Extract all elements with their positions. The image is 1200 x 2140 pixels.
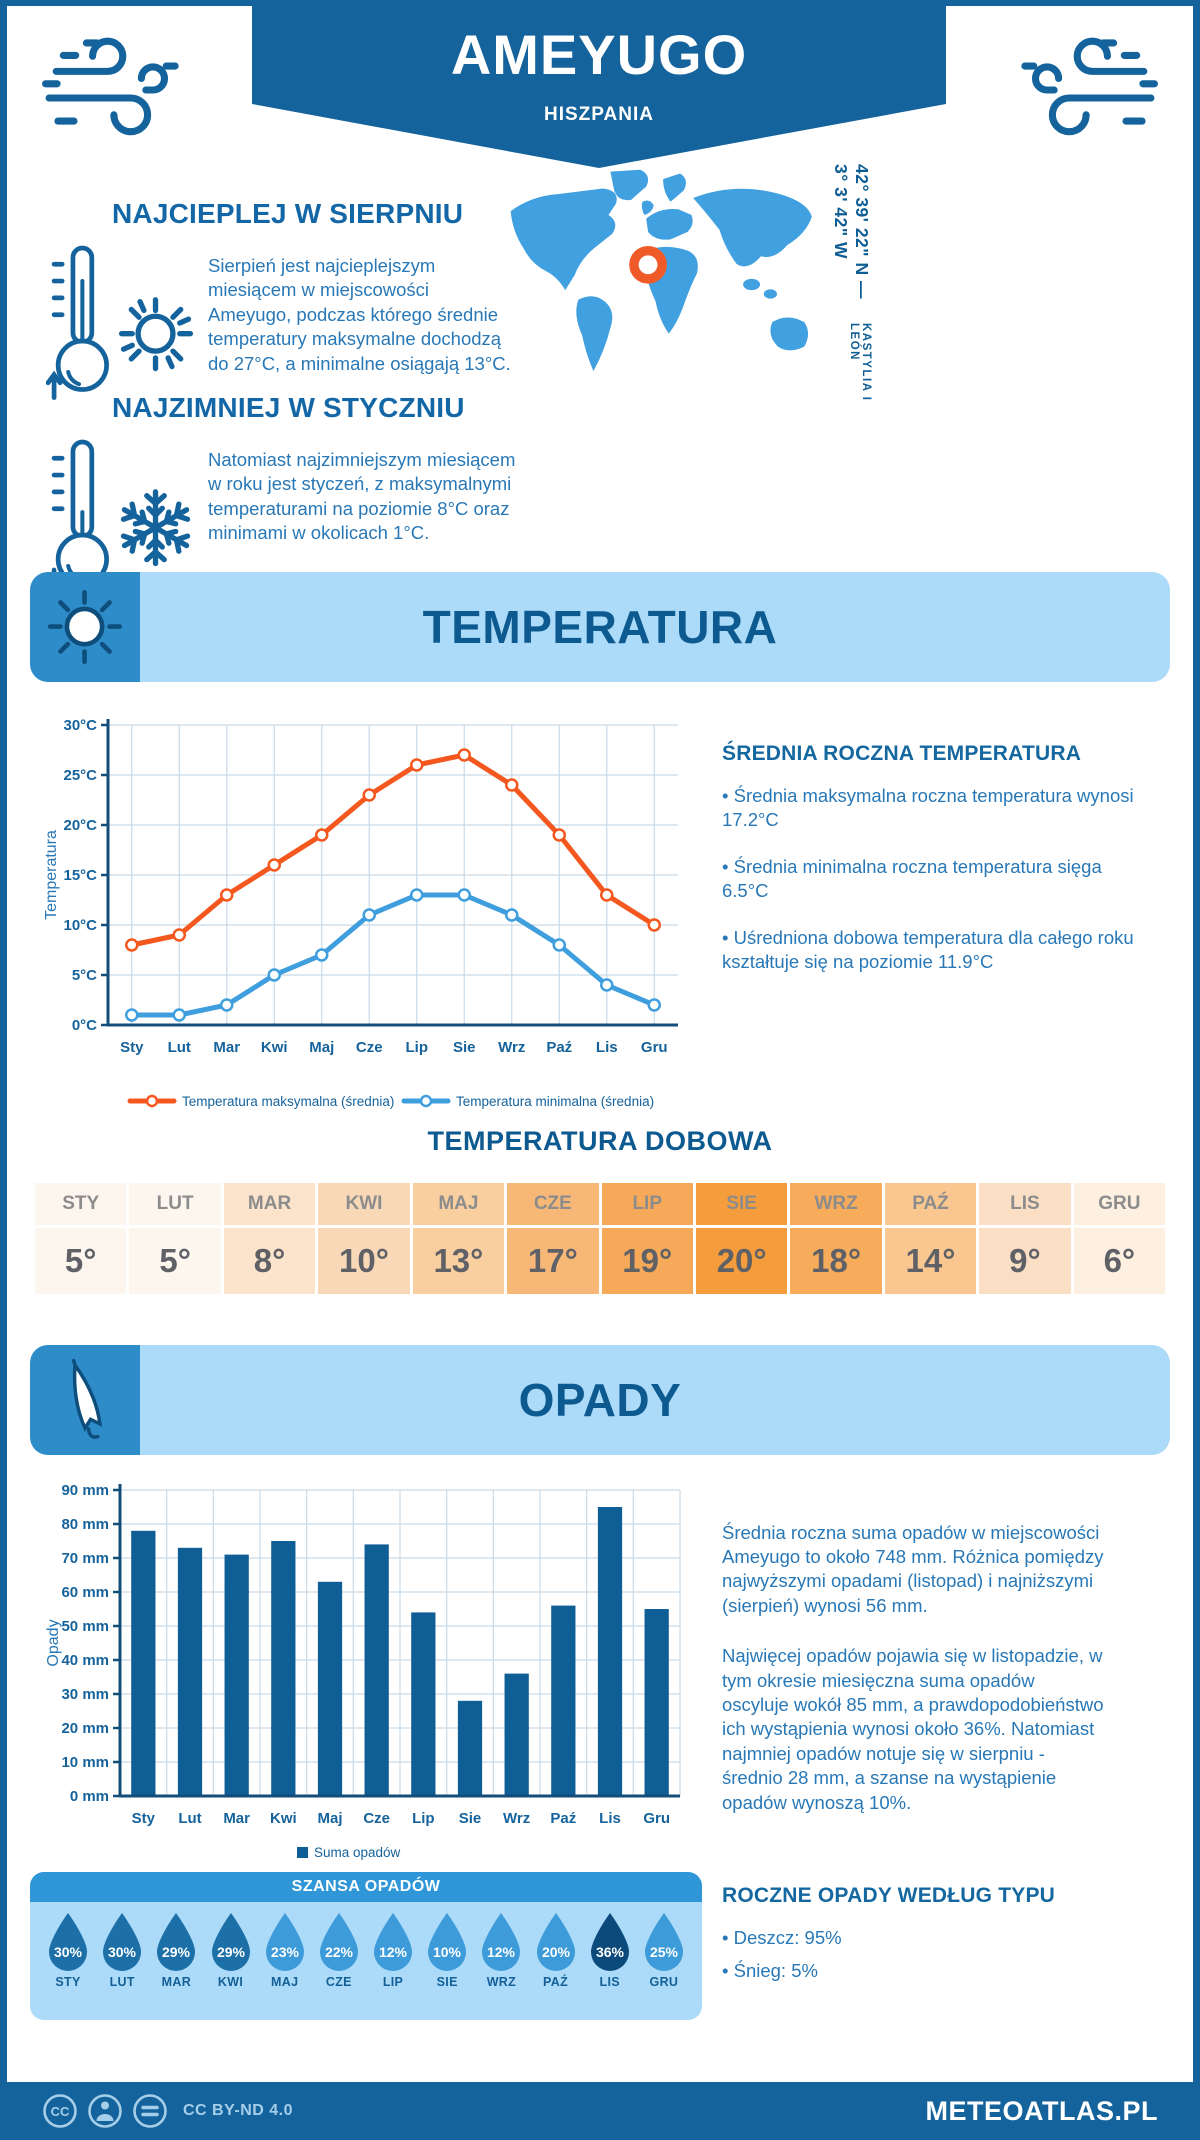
rain-chance-month-label: MAR bbox=[161, 1975, 192, 1989]
daily-temperature-column bbox=[602, 1183, 693, 1294]
wind-icon bbox=[42, 26, 184, 154]
warmest-month-block bbox=[46, 198, 516, 402]
daily-temperature-value: 5° bbox=[35, 1228, 126, 1294]
svg-text:50 mm: 50 mm bbox=[61, 1618, 109, 1635]
svg-text:Lip: Lip bbox=[412, 1810, 435, 1827]
coldest-month-text: Natomiast najzimniejszym miesiącem w roku jest styczeń, z maksymalnymi temperaturami na poziomie 8°C oraz minimami w okolicach 1°C. bbox=[208, 449, 516, 544]
warmest-month-title: NAJCIEPLEJ W SIERPNIU bbox=[112, 198, 464, 229]
rain-chance-month-label: SIE bbox=[436, 1975, 458, 1989]
daily-temperature-value: 17° bbox=[507, 1228, 598, 1294]
daily-temperature-value: 9° bbox=[979, 1228, 1070, 1294]
raindrop-icon bbox=[369, 1910, 417, 1972]
daily-month-label: LIP bbox=[602, 1183, 693, 1225]
svg-text:Lis: Lis bbox=[595, 1039, 618, 1056]
svg-text:25%: 25% bbox=[649, 1944, 678, 1960]
raindrop-icon bbox=[640, 1910, 688, 1972]
daily-temperature-value: 18° bbox=[790, 1228, 881, 1294]
rain-chance-month-label: LIP bbox=[382, 1975, 404, 1989]
rain-chance-item bbox=[151, 1910, 201, 1989]
raindrop-icon bbox=[532, 1910, 580, 1972]
rain-chance-month-label: PAŹ bbox=[543, 1975, 569, 1989]
svg-text:Sty: Sty bbox=[131, 1810, 156, 1827]
wind-icon bbox=[1016, 26, 1158, 154]
precipitation-paragraph: Najwięcej opadów pojawia się w listopadzie, w tym okresie miesięczna suma opadów oscyluje wokół 85 mm, a prawdopodobieństwo ich wystąpienia wynosi około 36%. Natomiast najmniej opadów notuje się w sierpniu - średnio 28 mm, a szanse na wystąpienie opadów wynoszą 10%. bbox=[722, 1645, 1104, 1813]
daily-month-label: LUT bbox=[129, 1183, 220, 1225]
daily-temperature-column bbox=[507, 1183, 598, 1294]
daily-month-label: CZE bbox=[507, 1183, 598, 1225]
annual-temperature-block bbox=[722, 742, 1152, 996]
svg-text:Lut: Lut bbox=[167, 1039, 191, 1056]
rain-chance-item bbox=[43, 1910, 93, 1989]
svg-text:80 mm: 80 mm bbox=[61, 1516, 109, 1533]
svg-text:12%: 12% bbox=[379, 1944, 408, 1960]
rain-chance-item bbox=[97, 1910, 147, 1989]
svg-text:30 mm: 30 mm bbox=[61, 1686, 109, 1703]
rain-chance-month-label: GRU bbox=[649, 1975, 679, 1989]
svg-text:36%: 36% bbox=[595, 1944, 624, 1960]
daily-temperature-column bbox=[318, 1183, 409, 1294]
svg-text:Wrz: Wrz bbox=[503, 1810, 531, 1827]
sun-icon bbox=[110, 266, 202, 402]
rain-chance-month-label: STY bbox=[55, 1975, 81, 1989]
thermometer-up-icon bbox=[46, 244, 110, 402]
footer bbox=[0, 2082, 1200, 2140]
daily-temperature-column bbox=[1074, 1183, 1165, 1294]
rain-chance-month-label: CZE bbox=[325, 1975, 352, 1989]
svg-text:5°C: 5°C bbox=[71, 967, 97, 984]
svg-text:30°C: 30°C bbox=[63, 717, 97, 734]
svg-text:10°C: 10°C bbox=[63, 917, 97, 934]
rain-chance-item bbox=[531, 1910, 581, 1989]
daily-month-label: MAJ bbox=[413, 1183, 504, 1225]
coldest-month-title: NAJZIMNIEJ W STYCZNIU bbox=[112, 392, 465, 423]
svg-text:22%: 22% bbox=[324, 1944, 353, 1960]
daily-temperature-column bbox=[129, 1183, 220, 1294]
annual-type-item: • Deszcz: 95% bbox=[722, 1927, 842, 1948]
raindrop-icon bbox=[261, 1910, 309, 1972]
daily-temperature-value: 13° bbox=[413, 1228, 504, 1294]
daily-temperature-value: 14° bbox=[885, 1228, 976, 1294]
svg-text:Sty: Sty bbox=[120, 1039, 144, 1056]
svg-text:12%: 12% bbox=[487, 1944, 516, 1960]
svg-text:90 mm: 90 mm bbox=[61, 1482, 109, 1499]
rain-chance-item bbox=[206, 1910, 256, 1989]
precipitation-section-banner bbox=[30, 1345, 1170, 1455]
rain-chance-item bbox=[314, 1910, 364, 1989]
daily-temperature-column bbox=[696, 1183, 787, 1294]
annual-temperature-bullet: • Średnia minimalna roczna temperatura sięga 6.5°C bbox=[722, 855, 1102, 902]
license-group bbox=[42, 2093, 293, 2129]
svg-text:Wrz: Wrz bbox=[498, 1039, 526, 1056]
daily-month-label: LIS bbox=[979, 1183, 1070, 1225]
annual-type-item: • Śnieg: 5% bbox=[722, 1960, 818, 1982]
daily-month-label: SIE bbox=[696, 1183, 787, 1225]
svg-text:Mar: Mar bbox=[213, 1039, 241, 1056]
svg-text:10%: 10% bbox=[433, 1944, 462, 1960]
rain-chance-month-label: WRZ bbox=[486, 1975, 517, 1989]
daily-temperature-value: 6° bbox=[1074, 1228, 1165, 1294]
license-label: CC BY-ND 4.0 bbox=[183, 2102, 294, 2119]
precipitation-section-title: OPADY bbox=[518, 1374, 682, 1426]
svg-text:Cze: Cze bbox=[355, 1039, 383, 1056]
svg-text:Lip: Lip bbox=[405, 1039, 428, 1056]
page-border-right bbox=[1193, 0, 1200, 2140]
svg-text:Lis: Lis bbox=[599, 1810, 621, 1827]
svg-text:15°C: 15°C bbox=[63, 867, 97, 884]
annual-type-title: ROCZNE OPADY WEDŁUG TYPU bbox=[722, 1884, 1056, 1907]
cc-by-person-icon bbox=[87, 2093, 123, 2129]
svg-text:Suma opadów: Suma opadów bbox=[314, 1845, 401, 1860]
annual-temperature-bullet: • Średnia maksymalna roczna temperatura wynosi 17.2°C bbox=[722, 785, 1134, 831]
rain-chance-month-label: KWI bbox=[217, 1975, 244, 1989]
world-map bbox=[505, 158, 825, 396]
rain-chance-month-label: LUT bbox=[109, 1975, 135, 1989]
page-subtitle: HISZPANIA bbox=[544, 104, 654, 125]
svg-text:Cze: Cze bbox=[363, 1810, 391, 1827]
daily-temperature-column bbox=[413, 1183, 504, 1294]
raindrop-icon bbox=[207, 1910, 255, 1972]
raindrop-icon bbox=[315, 1910, 363, 1972]
svg-text:Paź: Paź bbox=[550, 1810, 577, 1827]
svg-text:25°C: 25°C bbox=[63, 767, 97, 784]
svg-text:20%: 20% bbox=[541, 1944, 570, 1960]
daily-temperature-value: 5° bbox=[129, 1228, 220, 1294]
precipitation-text-block bbox=[722, 1502, 1104, 1841]
raindrop-icon bbox=[423, 1910, 471, 1972]
svg-text:23%: 23% bbox=[270, 1944, 299, 1960]
precipitation-bar-chart bbox=[42, 1468, 692, 1868]
daily-temperature-value: 10° bbox=[318, 1228, 409, 1294]
temperature-section-title: TEMPERATURA bbox=[422, 601, 778, 653]
rain-chance-item bbox=[422, 1910, 472, 1989]
daily-month-label: GRU bbox=[1074, 1183, 1165, 1225]
svg-text:Sie: Sie bbox=[452, 1039, 476, 1056]
rain-chance-item bbox=[260, 1910, 310, 1989]
svg-text:Temperatura minimalna (średnia: Temperatura minimalna (średnia) bbox=[456, 1094, 655, 1109]
temperature-line-chart bbox=[42, 695, 692, 1115]
svg-text:30%: 30% bbox=[108, 1944, 137, 1960]
temperature-section-banner bbox=[30, 572, 1170, 682]
coordinates-block bbox=[830, 164, 872, 404]
svg-text:Mar: Mar bbox=[223, 1810, 251, 1827]
svg-text:Opady: Opady bbox=[45, 1619, 62, 1667]
daily-month-label: KWI bbox=[318, 1183, 409, 1225]
annual-type-block bbox=[722, 1884, 1152, 1993]
svg-text:Sie: Sie bbox=[458, 1810, 482, 1827]
rain-chance-item bbox=[585, 1910, 635, 1989]
svg-text:29%: 29% bbox=[216, 1944, 245, 1960]
region-text: KASTYLIA I LEÓN bbox=[848, 323, 872, 402]
svg-text:CC: CC bbox=[50, 2104, 70, 2119]
annual-temperature-title: ŚREDNIA ROCZNA TEMPERATURA bbox=[722, 742, 1082, 765]
annual-type-list bbox=[722, 1926, 1152, 1984]
svg-text:Temperatura: Temperatura bbox=[43, 830, 60, 920]
daily-month-label: WRZ bbox=[790, 1183, 881, 1225]
daily-temperature-column bbox=[885, 1183, 976, 1294]
svg-text:20°C: 20°C bbox=[63, 817, 97, 834]
daily-temperature-column bbox=[224, 1183, 315, 1294]
coordinates-text: 42° 39' 22" N — 3° 3' 42" W bbox=[831, 164, 872, 299]
svg-text:Gru: Gru bbox=[640, 1039, 668, 1056]
rain-chance-row bbox=[30, 1902, 702, 1989]
raindrop-icon bbox=[586, 1910, 634, 1972]
daily-temperature-column bbox=[790, 1183, 881, 1294]
svg-text:70 mm: 70 mm bbox=[61, 1550, 109, 1567]
rain-chance-item bbox=[476, 1910, 526, 1989]
rain-chance-item bbox=[368, 1910, 418, 1989]
precipitation-paragraph: Średnia roczna suma opadów w miejscowości Ameyugo to około 748 mm. Różnica pomiędzy najwyższymi opadami (listopad) i najniższymi (sierpień) wynosi 56 mm. bbox=[722, 1521, 1104, 1616]
site-name: METEOATLAS.PL bbox=[925, 2095, 1158, 2126]
annual-temperature-bullet: • Uśredniona dobowa temperatura dla całego roku kształtuje się na poziomie 11.9°C bbox=[722, 926, 1134, 973]
svg-text:10 mm: 10 mm bbox=[61, 1754, 109, 1771]
rain-chance-month-label: LIS bbox=[599, 1975, 620, 1989]
svg-text:Maj: Maj bbox=[309, 1039, 335, 1056]
svg-text:Paź: Paź bbox=[546, 1039, 573, 1056]
daily-month-label: PAŹ bbox=[885, 1183, 976, 1225]
page-border-left bbox=[0, 0, 7, 2140]
daily-temperature-value: 20° bbox=[696, 1228, 787, 1294]
daily-month-label: STY bbox=[35, 1183, 126, 1225]
svg-text:29%: 29% bbox=[162, 1944, 191, 1960]
daily-temperature-table bbox=[35, 1183, 1165, 1294]
cc-nd-equals-icon bbox=[132, 2093, 168, 2129]
svg-text:Temperatura maksymalna (średni: Temperatura maksymalna (średnia) bbox=[182, 1094, 395, 1109]
raindrop-icon bbox=[98, 1910, 146, 1972]
svg-text:Lut: Lut bbox=[178, 1810, 202, 1827]
daily-temperature-column bbox=[979, 1183, 1070, 1294]
rain-chance-panel bbox=[30, 1872, 702, 2020]
daily-temperature-value: 19° bbox=[602, 1228, 693, 1294]
coldest-month-block bbox=[46, 392, 516, 596]
svg-text:0 mm: 0 mm bbox=[69, 1788, 109, 1805]
daily-month-label: MAR bbox=[224, 1183, 315, 1225]
location-marker bbox=[634, 251, 662, 279]
page-title: AMEYUGO bbox=[450, 23, 748, 86]
svg-text:30%: 30% bbox=[53, 1944, 83, 1960]
svg-text:Gru: Gru bbox=[643, 1810, 671, 1827]
svg-text:Kwi: Kwi bbox=[260, 1039, 288, 1056]
daily-temperature-column bbox=[35, 1183, 126, 1294]
svg-text:60 mm: 60 mm bbox=[61, 1584, 109, 1601]
svg-text:Kwi: Kwi bbox=[269, 1810, 297, 1827]
rain-chance-month-label: MAJ bbox=[271, 1975, 299, 1989]
svg-text:Maj: Maj bbox=[317, 1810, 343, 1827]
cc-icon bbox=[42, 2093, 78, 2129]
raindrop-icon bbox=[477, 1910, 525, 1972]
rain-chance-item bbox=[639, 1910, 689, 1989]
svg-text:20 mm: 20 mm bbox=[61, 1720, 109, 1737]
daily-temperature-title: TEMPERATURA DOBOWA bbox=[427, 1126, 773, 1156]
rain-chance-title: SZANSA OPADÓW bbox=[30, 1872, 702, 1902]
raindrop-icon bbox=[44, 1910, 92, 1972]
daily-temperature-value: 8° bbox=[224, 1228, 315, 1294]
annual-temperature-list bbox=[722, 784, 1152, 974]
svg-text:0°C: 0°C bbox=[71, 1017, 97, 1034]
warmest-month-text: Sierpień jest najcieplejszym miesiącem w miejscowości Ameyugo, podczas którego średnie temperatury maksymalne dochodzą do 27°C, a minimalne osiągają 13°C. bbox=[208, 255, 511, 374]
raindrop-icon bbox=[152, 1910, 200, 1972]
svg-text:40 mm: 40 mm bbox=[61, 1652, 109, 1669]
